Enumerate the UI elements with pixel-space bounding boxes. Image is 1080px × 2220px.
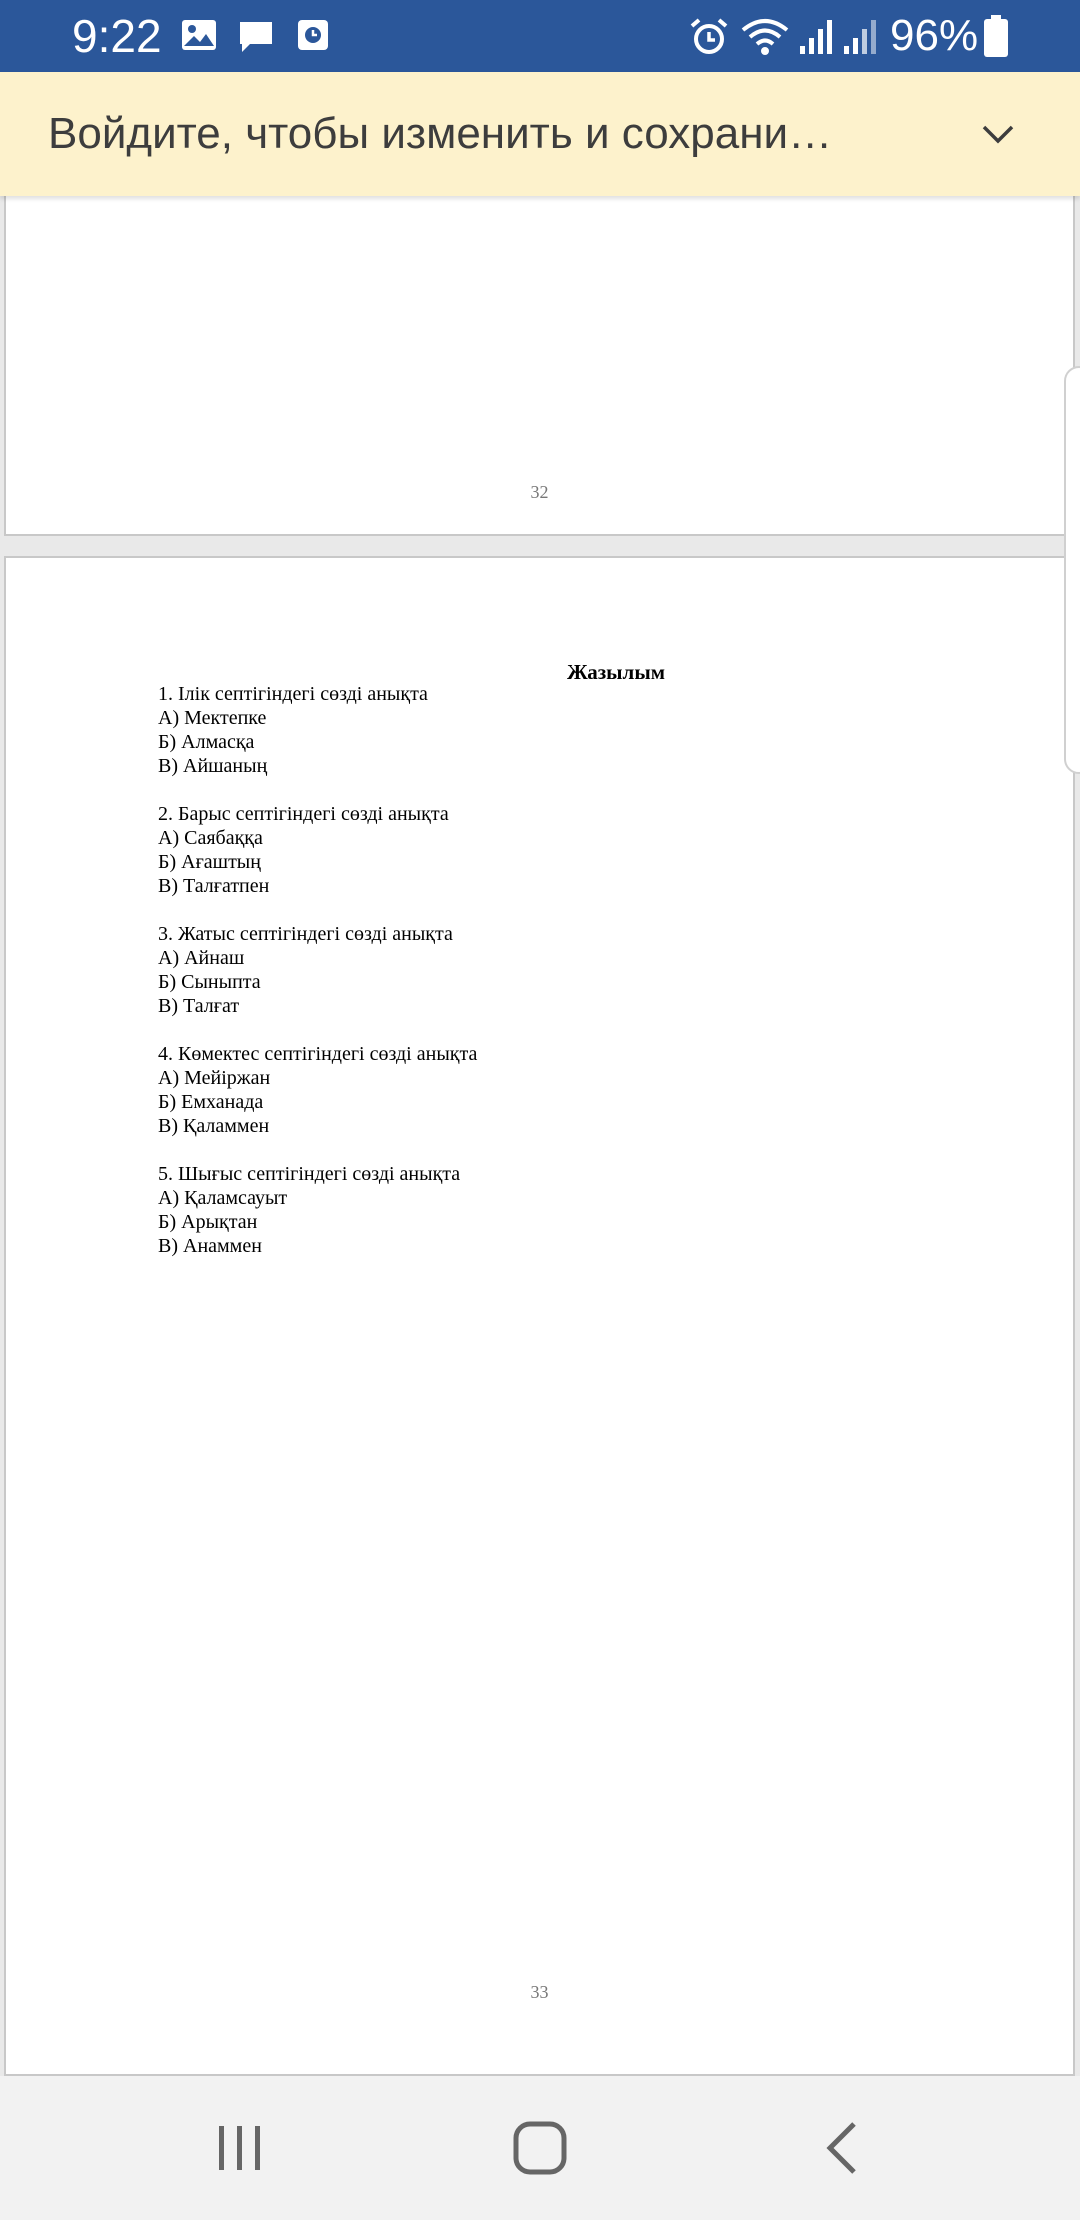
answer-option: А) Мейіржан [158,1067,271,1089]
question-text: 3. Жатыс септігіндегі сөзді анықта [158,923,453,945]
question-text: 5. Шығыс септігіндегі сөзді анықта [158,1163,461,1185]
navigation-bar [0,2076,1080,2220]
answer-option: В) Анаммен [158,1235,262,1257]
answer-option: А) Мектепке [158,707,267,729]
answer-option: В) Талғатпен [158,875,270,897]
document-page [4,556,1075,2076]
message-icon [236,16,276,61]
chevron-down-icon[interactable] [980,116,1016,152]
answer-option: Б) Алмасқа [158,731,255,753]
recent-apps-icon[interactable] [208,2116,272,2180]
answer-option: В) Қаламмен [158,1115,270,1137]
question-block [158,1162,477,1258]
battery-icon [982,14,1010,63]
question-text: 4. Көмектес септігіндегі сөзді анықта [158,1043,478,1065]
answer-option: Б) Арықтан [158,1211,258,1233]
signin-banner-text: Войдите, чтобы изменить и сохрани… [48,109,833,158]
home-icon[interactable] [508,2116,572,2180]
page-number: 32 [530,482,549,502]
answer-option: Б) Ағаштың [158,851,261,873]
scroll-handle[interactable] [1064,366,1080,774]
battery-percent: 96% [890,11,979,60]
page-number: 33 [530,1982,549,2002]
status-time: 9:22 [72,10,162,62]
question-text: 1. Ілік септігіндегі сөзді анықта [158,683,428,705]
back-icon[interactable] [812,2116,876,2180]
page-title: Жазылым [566,660,666,684]
answer-option: Б) Сыныпта [158,971,261,993]
answer-option: А) Саябаққа [158,827,263,849]
question-block [158,1042,477,1138]
answer-option: А) Айнаш [158,947,245,969]
answer-option: В) Талғат [158,995,240,1017]
image-icon [180,16,218,59]
answer-option: Б) Емханада [158,1091,264,1113]
question-block [158,922,477,1018]
notification-app-icon [296,16,330,59]
answer-option: В) Айшаның [158,755,268,777]
wifi-icon [740,16,790,63]
question-text: 2. Барыс септігіндегі сөзді анықта [158,803,449,825]
answer-option: А) Қаламсауыт [158,1187,288,1209]
signin-banner[interactable] [0,72,1080,196]
question-block [158,682,477,778]
alarm-icon [688,16,730,63]
status-bar [0,0,1080,72]
signal-icon [798,16,834,63]
question-block [158,802,477,898]
document-viewer[interactable] [0,196,1080,2076]
question-list [158,682,477,1282]
signal-secondary-icon [842,16,878,63]
document-page [4,196,1075,536]
